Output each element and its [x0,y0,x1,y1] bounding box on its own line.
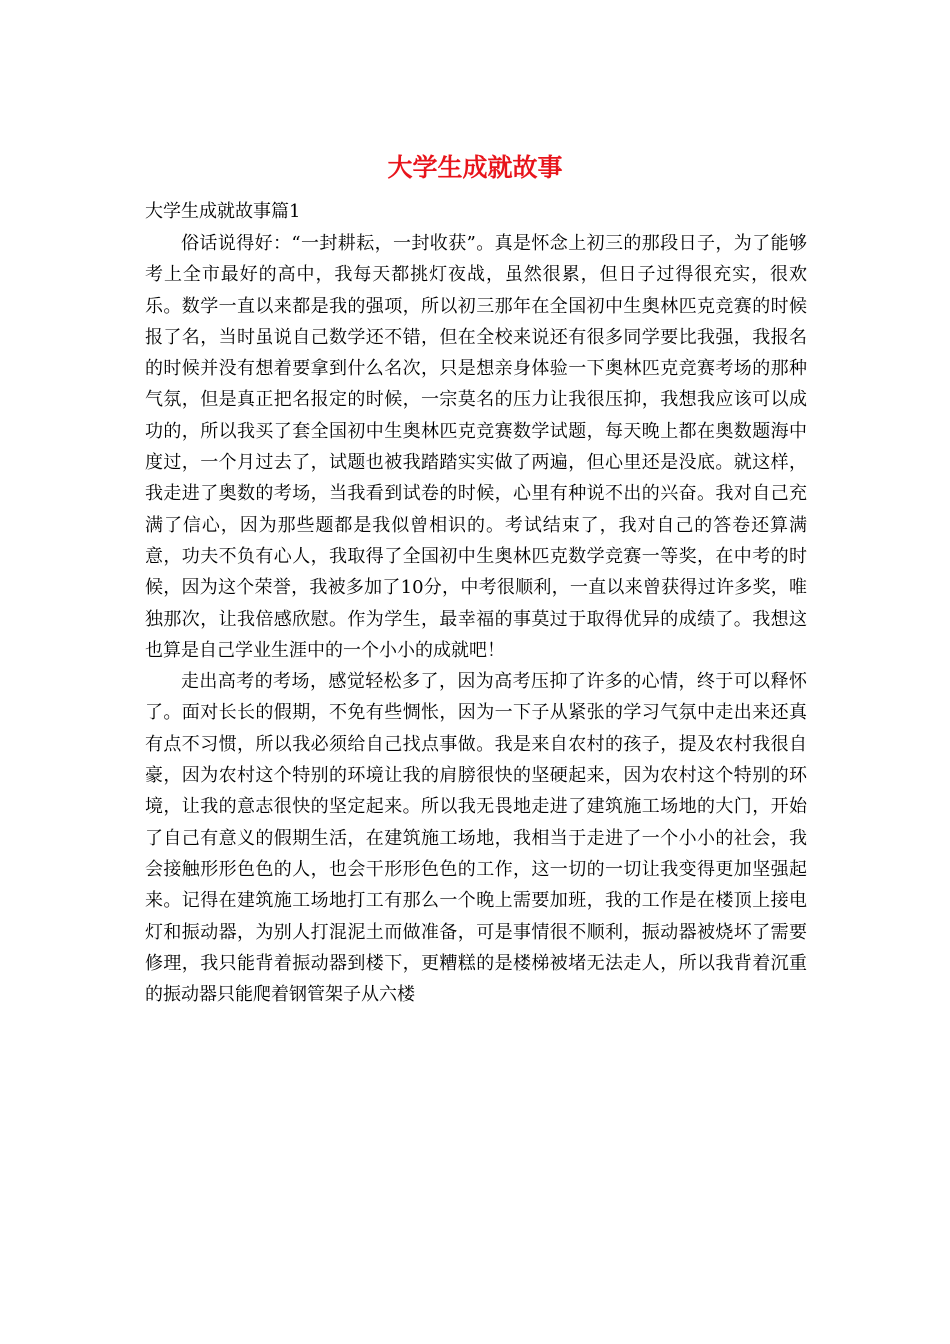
section-heading: 大学生成就故事篇1 [145,201,301,222]
body-paragraph-2: 走出高考的考场，感觉轻松多了，因为高考压抑了许多的心情，终于可以释怀了。面对长长的假期，不免有些惆怅，因为一下子从紧张的学习气氛中走出来还真有点不习惯，所以我必须给自己找点事做。我是来自农村的孩子，提及农村我很自豪，因为农村这个特别的环境让我的肩膀很快的坚硬起来，因为农村这个特别的环境，让我的意志很快的坚定起来。所以我无畏地走进了建筑施工场地的大门，开始了自己有意义的假期生活，在建筑施工场地，我相当于走进了一个小小的社会，我会接触形形色色的人，也会干形形色色的工作，这一切的一切让我变得更加坚强起来。记得在建筑施工场地打工有那么一个晚上需要加班，我的工作是在楼顶上接电灯和振动器，为别人打混泥土而做准备，可是事情很不顺利，振动器被烧坏了需要修理，我只能背着振动器到楼下，更糟糕的是楼梯被堵无法走人，所以我背着沉重的振动器只能爬着钢管架子从六楼 [145,671,807,1006]
body-paragraph-1: 俗话说得好：“一封耕耘，一封收获”。真是怀念上初三的那段日子，为了能够考上全市最好的高中，我每天都挑灯夜战，虽然很累，但日子过得很充实，很欢乐。数学一直以来都是我的强项，所以初三那年在全国初中生奥林匹克竞赛的时候报了名，当时虽说自己数学还不错，但在全校来说还有很多同学要比我强，我报名的时候并没有想着要拿到什么名次，只是想亲身体验一下奥林匹克竞赛考场的那种气氛，但是真正把名报定的时候，一宗莫名的压力让我很压抑，我想我应该可以成功的，所以我买了套全国初中生奥林匹克竞赛数学试题，每天晚上都在奥数题海中度过，一个月过去了，试题也被我踏踏实实做了两遍，但心里还是没底。就这样，我走进了奥数的考场，当我看到试卷的时候，心里有种说不出的兴奋。我对自己充满了信心，因为那些题都是我似曾相识的。考试结束了，我对自己的答卷还算满意，功夫不负有心人，我取得了全国初中生奥林匹克数学竞赛一等奖，在中考的时候，因为这个荣誉，我被多加了10分，中考很顺利，一直以来曾获得过许多奖，唯独那次，让我倍感欣慰。作为学生，最幸福的事莫过于取得优异的成绩了。我想这也算是自己学业生涯中的一个小小的成就吧！ [145,233,807,661]
document-title: 大学生成就故事 [387,153,563,182]
document-body [145,228,807,1010]
